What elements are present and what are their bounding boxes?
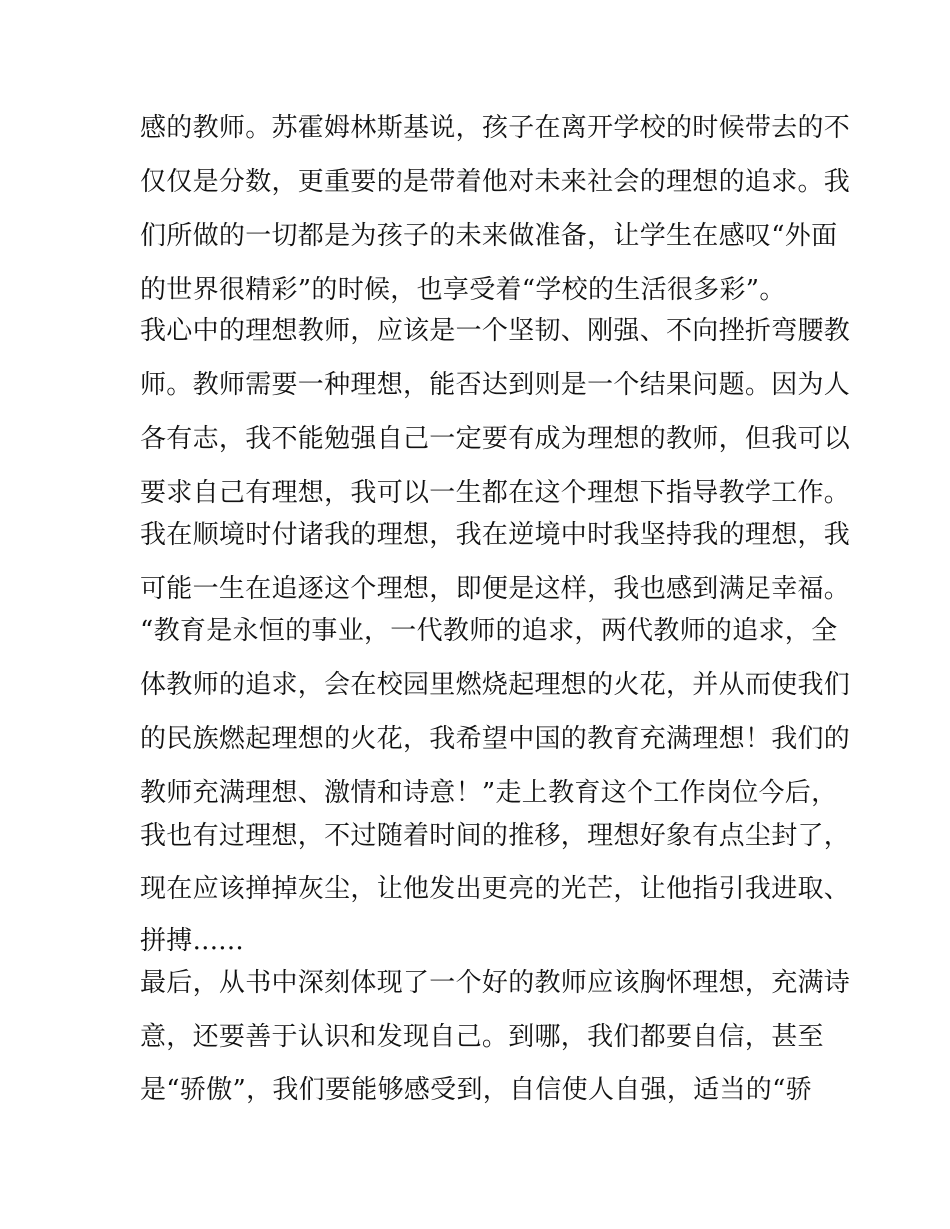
text-line: 我在顺境时付诸我的理想，我在逆境中时我坚持我的理想，我	[140, 520, 851, 550]
text-line: 的世界很精彩”的时候，也享受着“学校的生活很多彩”。	[140, 275, 786, 305]
text-line: 意，还要善于认识和发现自己。到哪，我们都要自信，甚至	[140, 1022, 824, 1052]
text-line: 可能一生在追逐这个理想，即便是这样，我也感到满足幸福。	[140, 574, 851, 604]
text-line: 仅仅是分数，更重要的是带着他对未来社会的理想的追求。我	[140, 167, 851, 197]
text-line: 各有志，我不能勉强自己一定要有成为理想的教师，但我可以	[140, 424, 851, 454]
text-line: “教育是永恒的事业，一代教师的追求，两代教师的追求，全	[140, 616, 838, 646]
text-line: 师。教师需要一种理想，能否达到则是一个结果问题。因为人	[140, 370, 851, 400]
text-line: 最后，从书中深刻体现了一个好的教师应该胸怀理想，充满诗	[140, 968, 851, 998]
text-line: 的民族燃起理想的火花，我希望中国的教育充满理想！我们的	[140, 724, 851, 754]
text-line: 们所做的一切都是为孩子的未来做准备，让学生在感叹“外面	[140, 221, 838, 251]
text-line: 拼搏......	[140, 926, 244, 956]
text-line: 体教师的追求，会在校园里燃烧起理想的火花，并从而使我们	[140, 670, 851, 700]
text-line: 我心中的理想教师，应该是一个坚韧、刚强、不向挫折弯腰教	[140, 316, 851, 346]
text-line: 教师充满理想、激情和诗意！”走上教育这个工作岗位今后，	[140, 778, 838, 808]
text-line: 现在应该掸掉灰尘，让他发出更亮的光芒，让他指引我进取、	[140, 874, 851, 904]
text-line: 我也有过理想，不过随着时间的推移，理想好象有点尘封了，	[140, 821, 851, 851]
text-line: 感的教师。苏霍姆林斯基说，孩子在离开学校的时候带去的不	[140, 113, 851, 143]
text-line: 要求自己有理想，我可以一生都在这个理想下指导教学工作。	[140, 478, 851, 508]
text-line: 是“骄傲”，我们要能够感受到，自信使人自强，适当的“骄	[140, 1075, 812, 1105]
